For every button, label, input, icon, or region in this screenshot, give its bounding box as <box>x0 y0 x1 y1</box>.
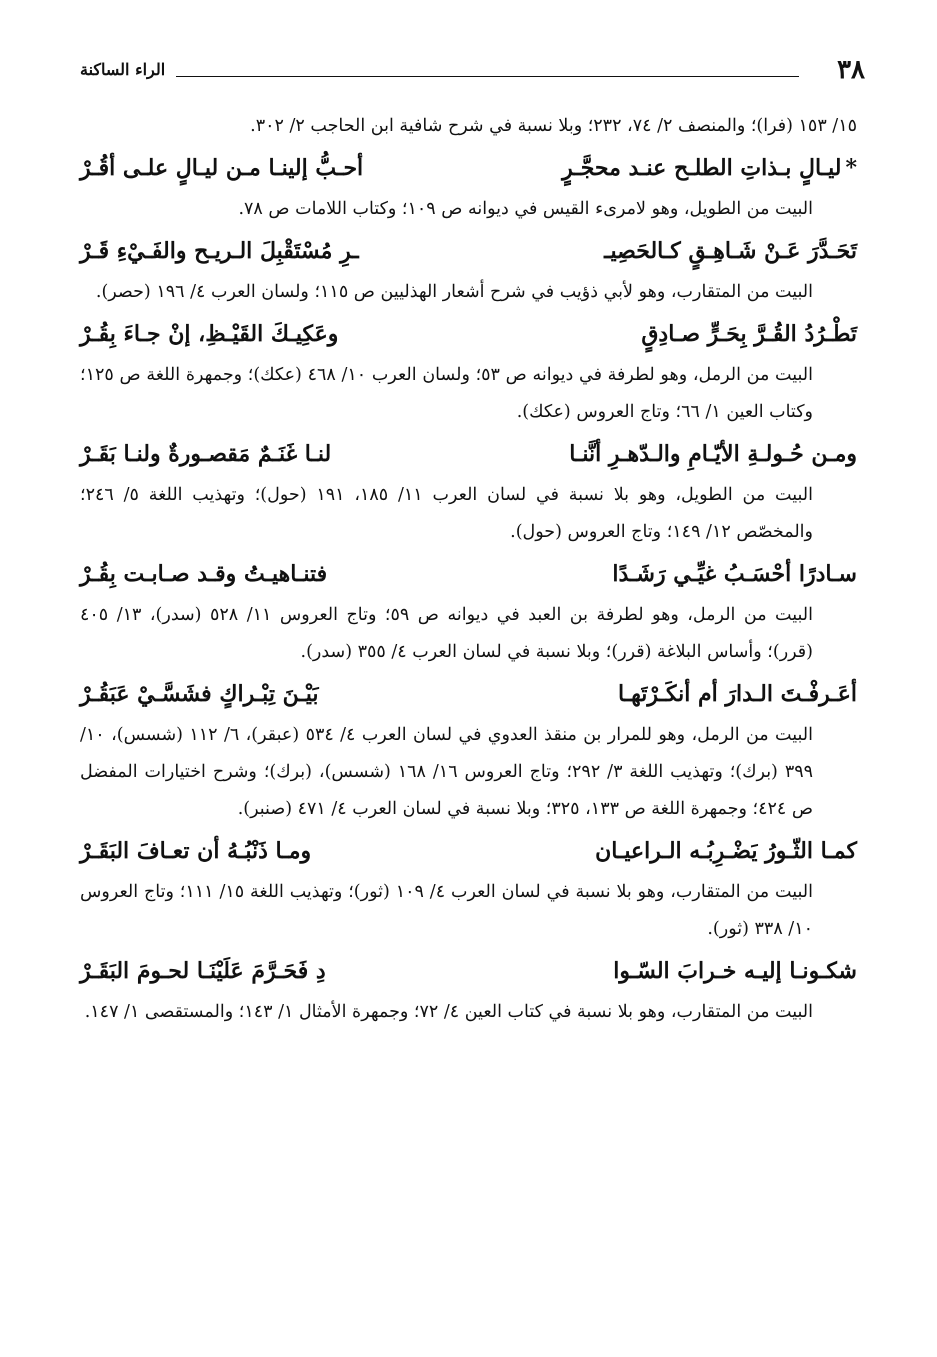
verse-note: البيت من الطويل، وهو بلا نسبة في لسان العرب ١١/ ١٨٥، ١٩١ (حول)؛ وتهذيب اللغة ٥/ ٢٤٦؛ والمخصّص ١٢/ ١٤٩؛ وتاج العروس (حول). <box>80 485 813 542</box>
verse <box>80 315 857 353</box>
verse <box>80 952 857 990</box>
verse <box>80 232 857 270</box>
verse-note: البيت من المتقارب، وهو بلا نسبة في كتاب العين ٤/ ٧٢؛ وجمهرة الأمثال ١/ ١٤٣؛ والمستقصى ١/ ١٤٧. <box>84 1002 813 1022</box>
first-hemistich: سـادرًا أحْسَـبُ غيِّـي رَشَـدًا <box>612 561 857 587</box>
page-number: ٣٨ <box>837 55 865 85</box>
running-title: الراء الساكنة <box>80 60 166 79</box>
star-marker: * <box>845 155 857 181</box>
verse <box>80 435 857 473</box>
continuation-note: ١٥/ ١٥٣ (فرا)؛ والمنصف ٢/ ٧٤، ٢٣٢؛ وبلا نسبة في شرح شافية ابن الحاجب ٢/ ٣٠٢. <box>250 116 857 136</box>
verse-note: البيت من المتقارب، وهو بلا نسبة في لسان العرب ٤/ ١٠٩ (ثور)؛ وتهذيب اللغة ١٥/ ١١١؛ وتاج العروس ١٠/ ٣٣٨ (ثور). <box>80 882 813 939</box>
verse <box>80 675 857 713</box>
second-hemistich: بَيْـنَ تِبْـراكٍ فشَسَّـيْ عَبَقُـرْ <box>80 681 319 707</box>
second-hemistich: دِ فَحَـرَّمَ عَلَيْنَـا لحـومَ البَقَـرْ <box>80 958 326 984</box>
first-hemistich-text: ليـالٍ بـذاتِ الطلـح عنـد محجَّـرٍ <box>562 155 842 181</box>
page-header <box>80 55 865 89</box>
verse-note: البيت من الرمل، وهو للمرار بن منقذ العدوي في لسان العرب ٤/ ٥٣٤ (عبقر)، ٦/ ١١٢ (شسس)، ١٠/ ٣٩٩ (برك)؛ وتهذيب اللغة ٣/ ٢٩٢؛ وتاج العروس ١٦/ ١٦٨ (شسس)، (برك)؛ وشرح اختيارات المفضل ص ٤٢٤؛ وجمهرة اللغة ص ١٣٣، ٣٢٥؛ وبلا نسبة في لسان العرب ٤/ ٤٧١ (صنبر). <box>80 725 814 819</box>
verse-note: البيت من الرمل، وهو لطرفة بن العبد في ديوانه ص ٥٩؛ وتاج العروس ١١/ ٥٢٨ (سدر)، ١٣/ ٤٠٥ (قرر)؛ وأساس البلاغة (قرر)؛ وبلا نسبة في لسان العرب ٤/ ٣٥٥ (سدر). <box>80 605 813 662</box>
first-hemistich: تَحَـدَّرَ عَـنْ شَـاهِـقٍ كـالحَصِيـ <box>604 238 857 264</box>
first-hemistich <box>562 149 857 187</box>
verse <box>80 832 857 870</box>
second-hemistich: وعَكِيـكَ القَيْـظِ، إنْ جـاءَ بِقُـرْ <box>80 321 339 347</box>
first-hemistich: أعَـرفْـتَ الـدارَ أم أنكَـرْتَهـا <box>617 681 857 707</box>
first-hemistich: شكـونـا إليـه خـرابَ السّـوا <box>613 958 857 984</box>
second-hemistich: ومـا ذَنْبُـهُ أن تعـافَ البَقَـرْ <box>80 838 312 864</box>
first-hemistich: تَطْـرُدُ القُـرَّ بِحَـرٍّ صـادِقٍ <box>641 321 857 347</box>
second-hemistich: أحـبُّ إلينـا مـن ليـالٍ علـى أقُـرْ <box>80 155 364 181</box>
verse-note: البيت من الطويل، وهو لامرىء القيس في ديوانه ص ١٠٩؛ وكتاب اللامات ص ٧٨. <box>238 199 813 219</box>
verse <box>80 149 857 187</box>
second-hemistich: فتنـاهيـتُ وقـد صـابـت بِقُـرْ <box>80 561 328 587</box>
verse-note: البيت من الرمل، وهو لطرفة في ديوانه ص ٥٣؛ ولسان العرب ١٠/ ٤٦٨ (عكك)؛ وجمهرة اللغة ص ١٢٥؛ وكتاب العين ١/ ٦٦؛ وتاج العروس (عكك). <box>80 365 813 422</box>
verse-note: البيت من المتقارب، وهو لأبي ذؤيب في شرح أشعار الهذليين ص ١١٥؛ ولسان العرب ٤/ ١٩٦ (حصر). <box>95 282 813 302</box>
second-hemistich: لنـا غَنَـمٌ مَقصـورةٌ ولنـا بَقَـرْ <box>80 441 332 467</box>
verse <box>80 555 857 593</box>
first-hemistich: كمـا الثّـورُ يَضْـرِبُـه الـراعيـان <box>595 838 857 864</box>
page-content <box>80 108 857 1033</box>
header-rule <box>176 76 799 77</box>
first-hemistich: ومـن حُـولـةِ الأيّـامِ والـدّهـرِ أنَّنـا <box>569 441 857 467</box>
second-hemistich: ـرِ مُسْتَقْبِلَ الـريـح والفَـيْءِ قَـرْ <box>80 238 359 264</box>
